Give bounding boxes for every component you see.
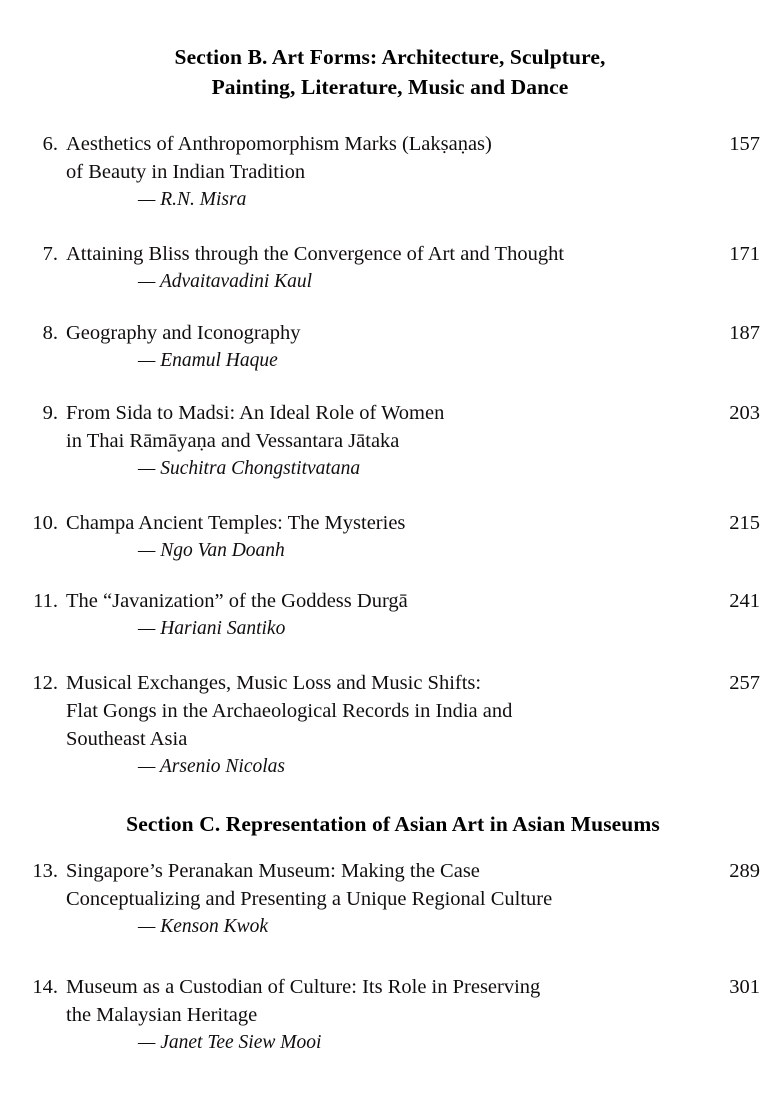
entry-number: 7. xyxy=(42,243,58,265)
entry-number: 6. xyxy=(42,133,58,155)
entry-title-line: Singapore’s Peranakan Museum: Making the Case xyxy=(66,860,480,882)
toc-entry[interactable] xyxy=(20,587,760,643)
entry-title xyxy=(66,509,684,537)
entry-title-line: Aesthetics of Anthropomorphism Marks (Lakṣaṇas) xyxy=(66,133,492,155)
entry-title-line: The “Javanization” of the Goddess Durgā xyxy=(66,590,408,612)
entry-title-line: of Beauty in Indian Tradition xyxy=(66,161,306,183)
entry-title-line: Champa Ancient Temples: The Mysteries xyxy=(66,512,406,534)
entry-page-number: 241 xyxy=(729,590,760,612)
entry-title-line: Southeast Asia xyxy=(66,728,188,750)
entry-title-line: Flat Gongs in the Archaeological Records in India and xyxy=(66,700,513,722)
entry-author: — Advaitavadini Kaul xyxy=(138,271,313,292)
entry-number: 11. xyxy=(33,590,58,612)
entry-page-number: 171 xyxy=(729,243,760,265)
entry-title xyxy=(66,240,684,268)
toc-entry[interactable] xyxy=(20,240,760,296)
entry-title xyxy=(66,857,684,913)
entry-number: 14. xyxy=(32,976,58,998)
toc-entry[interactable] xyxy=(20,857,760,941)
entry-page-number: 215 xyxy=(729,512,760,534)
toc-entry[interactable] xyxy=(20,669,760,781)
entry-title-line: Conceptualizing and Presenting a Unique Regional Culture xyxy=(66,888,553,910)
entry-title xyxy=(66,587,684,615)
entry-number: 13. xyxy=(32,860,58,882)
entry-number: 9. xyxy=(42,402,58,424)
toc-entry[interactable] xyxy=(20,399,760,483)
entry-author: — Enamul Haque xyxy=(138,350,278,371)
entry-title xyxy=(66,399,684,455)
entry-author: — Arsenio Nicolas xyxy=(138,756,285,777)
section-b-heading-line-2: Painting, Literature, Music and Dance xyxy=(211,75,569,99)
toc-entry[interactable] xyxy=(20,509,760,565)
toc-list-section-b xyxy=(20,130,760,781)
entry-title-line: in Thai Rāmāyaṇa and Vessantara Jātaka xyxy=(66,430,400,452)
entry-author: — Ngo Van Doanh xyxy=(138,540,285,561)
entry-author: — R.N. Misra xyxy=(138,189,247,210)
entry-title-line: Museum as a Custodian of Culture: Its Role in Preserving xyxy=(66,976,541,998)
entry-title-line: Attaining Bliss through the Convergence of Art and Thought xyxy=(66,243,565,265)
entry-number: 12. xyxy=(32,672,58,694)
section-c-heading-line-1: Section C. Representation of Asian Art in Asian Museums xyxy=(126,812,660,836)
toc-list-section-c xyxy=(20,857,760,1057)
entry-title-line: Geography and Iconography xyxy=(66,322,301,344)
entry-number: 8. xyxy=(42,322,58,344)
entry-title xyxy=(66,319,684,347)
toc-entry[interactable] xyxy=(20,130,760,214)
entry-title xyxy=(66,973,684,1029)
section-b-heading-line-1: Section B. Art Forms: Architecture, Sculpture, xyxy=(174,45,606,69)
entry-page-number: 289 xyxy=(729,860,760,882)
toc-entry[interactable] xyxy=(20,319,760,375)
toc-entry[interactable] xyxy=(20,973,760,1057)
entry-page-number: 187 xyxy=(729,322,760,344)
entry-author: — Kenson Kwok xyxy=(138,916,269,937)
entry-title-line: the Malaysian Heritage xyxy=(66,1004,258,1026)
entry-page-number: 157 xyxy=(729,133,760,155)
entry-number: 10. xyxy=(32,512,58,534)
entry-page-number: 203 xyxy=(729,402,760,424)
entry-author: — Janet Tee Siew Mooi xyxy=(138,1032,322,1053)
entry-title-line: From Sida to Madsi: An Ideal Role of Women xyxy=(66,402,445,424)
entry-author: — Suchitra Chongstitvatana xyxy=(138,458,361,479)
entry-title xyxy=(66,130,684,186)
section-b-heading xyxy=(20,42,760,102)
entry-page-number: 301 xyxy=(729,976,760,998)
entry-author: — Hariani Santiko xyxy=(138,618,286,639)
entry-title-line: Musical Exchanges, Music Loss and Music Shifts: xyxy=(66,672,482,694)
entry-page-number: 257 xyxy=(729,672,760,694)
section-c-heading xyxy=(20,809,760,839)
entry-title xyxy=(66,669,684,753)
